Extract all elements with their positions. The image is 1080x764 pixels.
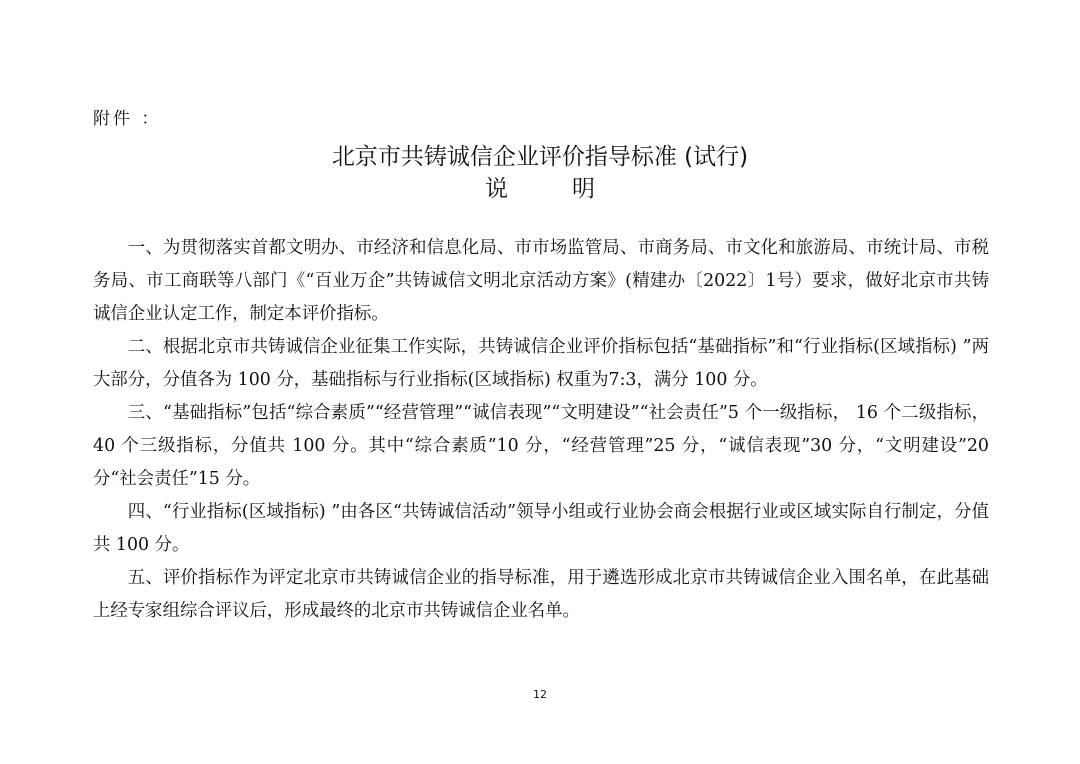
subtitle-char-2: 明 [572,176,595,202]
document-body [93,232,989,628]
paragraph-2: 二、根据北京市共铸诚信企业征集工作实际，共铸诚信企业评价指标包括“基础指标”和“行业指标(区域指标) ”两大部分，分值各为 100 分，基础指标与行业指标(区域指标) 权重为7:3，满分 100 分。 [93,337,989,390]
document-subtitle [0,170,1080,203]
attachment-label: 附件 ： [93,109,162,129]
subtitle-char-1: 说 [485,176,508,202]
paragraph-1: 一、为贯彻落实首都文明办、市经济和信息化局、市市场监管局、市商务局、市文化和旅游局、市统计局、市税务局、市工商联等八部门《“百业万企”共铸诚信文明北京活动方案》(精建办〔2022〕1号）要求，做好北京市共铸诚信企业认定工作，制定本评价指标。 [93,238,989,324]
paragraph-5: 五、评价指标作为评定北京市共铸诚信企业的指导标准，用于遴选形成北京市共铸诚信企业入围名单，在此基础上经专家组综合评议后，形成最终的北京市共铸诚信企业名单。 [93,568,989,621]
document-title: 北京市共铸诚信企业评价指导标准 (试行) [331,144,749,170]
paragraph-4: 四、“行业指标(区域指标) ”由各区“共铸诚信活动”领导小组或行业协会商会根据行业或区域实际自行制定，分值共 100 分。 [93,502,989,555]
page-number: 12 [533,688,547,701]
paragraph-3: 三、“基础指标”包括“综合素质”“经营管理”“诚信表现”“文明建设”“社会责任”5 个一级指标， 16 个二级指标，40 个三级指标，分值共 100 分。其中“综合素质”10 分，“经营管理”25 分，“诚信表现”30 分，“文明建设”20 分“社会责任”15 分。 [93,403,989,489]
